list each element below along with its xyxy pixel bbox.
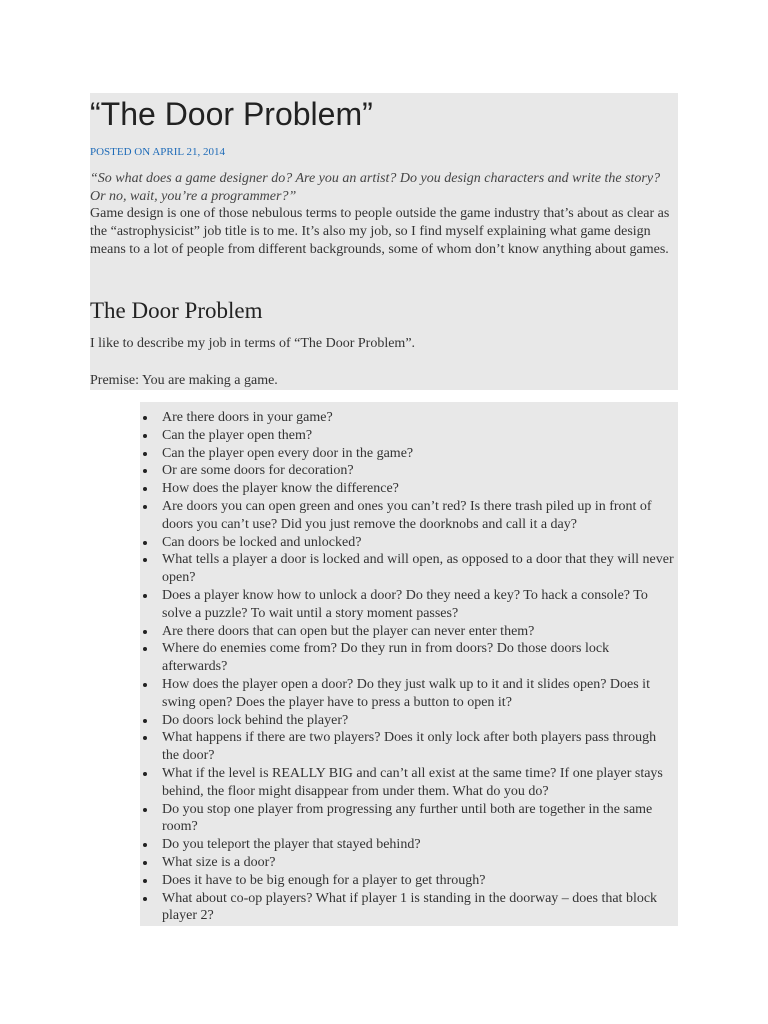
post-date: POSTED ON APRIL 21, 2014 [90,146,225,158]
list-item: Do doors lock behind the player? [140,712,676,730]
question-list [140,409,676,925]
list-item: What if the level is REALLY BIG and can’t all exist at the same time? If one player stays behind, the floor might disappear from under them. What do you do? [140,765,676,801]
list-item: How does the player know the difference? [140,480,676,498]
list-item: Are doors you can open green and ones you can’t red? Is there trash piled up in front of doors you can’t use? Did you just remove the doorknobs and call it a day? [140,498,676,534]
list-item: Does it have to be big enough for a player to get through? [140,872,676,890]
list-item: Can doors be locked and unlocked? [140,534,676,552]
describe-paragraph: I like to describe my job in terms of “The Door Problem”. [90,336,416,351]
list-item: Does a player know how to unlock a door? Do they need a key? To hack a console? To solve a puzzle? To wait until a story moment passes? [140,587,676,623]
list-item: Can the player open them? [140,427,676,445]
list-item: Do you stop one player from progressing any further until both are together in the same room? [140,801,676,837]
list-item: What size is a door? [140,854,676,872]
list-item: Are there doors that can open but the player can never enter them? [140,623,676,641]
list-item: Can the player open every door in the game? [140,445,676,463]
list-item: What tells a player a door is locked and will open, as opposed to a door that they will never open? [140,551,676,587]
list-item: How does the player open a door? Do they just walk up to it and it slides open? Does it swing open? Does the player have to press a button to open it? [140,676,676,712]
intro-quote: “So what does a game designer do? Are you an artist? Do you design characters and write the story? Or no, wait, you’re a programmer?” [90,171,661,204]
list-item: What happens if there are two players? Does it only lock after both players pass through the door? [140,729,676,765]
list-item: What about co-op players? What if player 1 is standing in the doorway – does that block player 2? [140,890,676,926]
list-item: Are there doors in your game? [140,409,676,427]
list-item: Or are some doors for decoration? [140,462,676,480]
page-title: “The Door Problem” [90,96,373,132]
section-heading: The Door Problem [90,298,263,323]
list-item: Where do enemies come from? Do they run in from doors? Do those doors lock afterwards? [140,640,676,676]
premise-paragraph: Premise: You are making a game. [90,373,278,388]
list-item: Do you teleport the player that stayed behind? [140,836,676,854]
intro-paragraph: Game design is one of those nebulous terms to people outside the game industry that’s about as clear as the “astrophysicist” job title is to me. It’s also my job, so I find myself explaining what game design means to a lot of people from different backgrounds, some of whom don’t know anything about games. [90,206,670,257]
